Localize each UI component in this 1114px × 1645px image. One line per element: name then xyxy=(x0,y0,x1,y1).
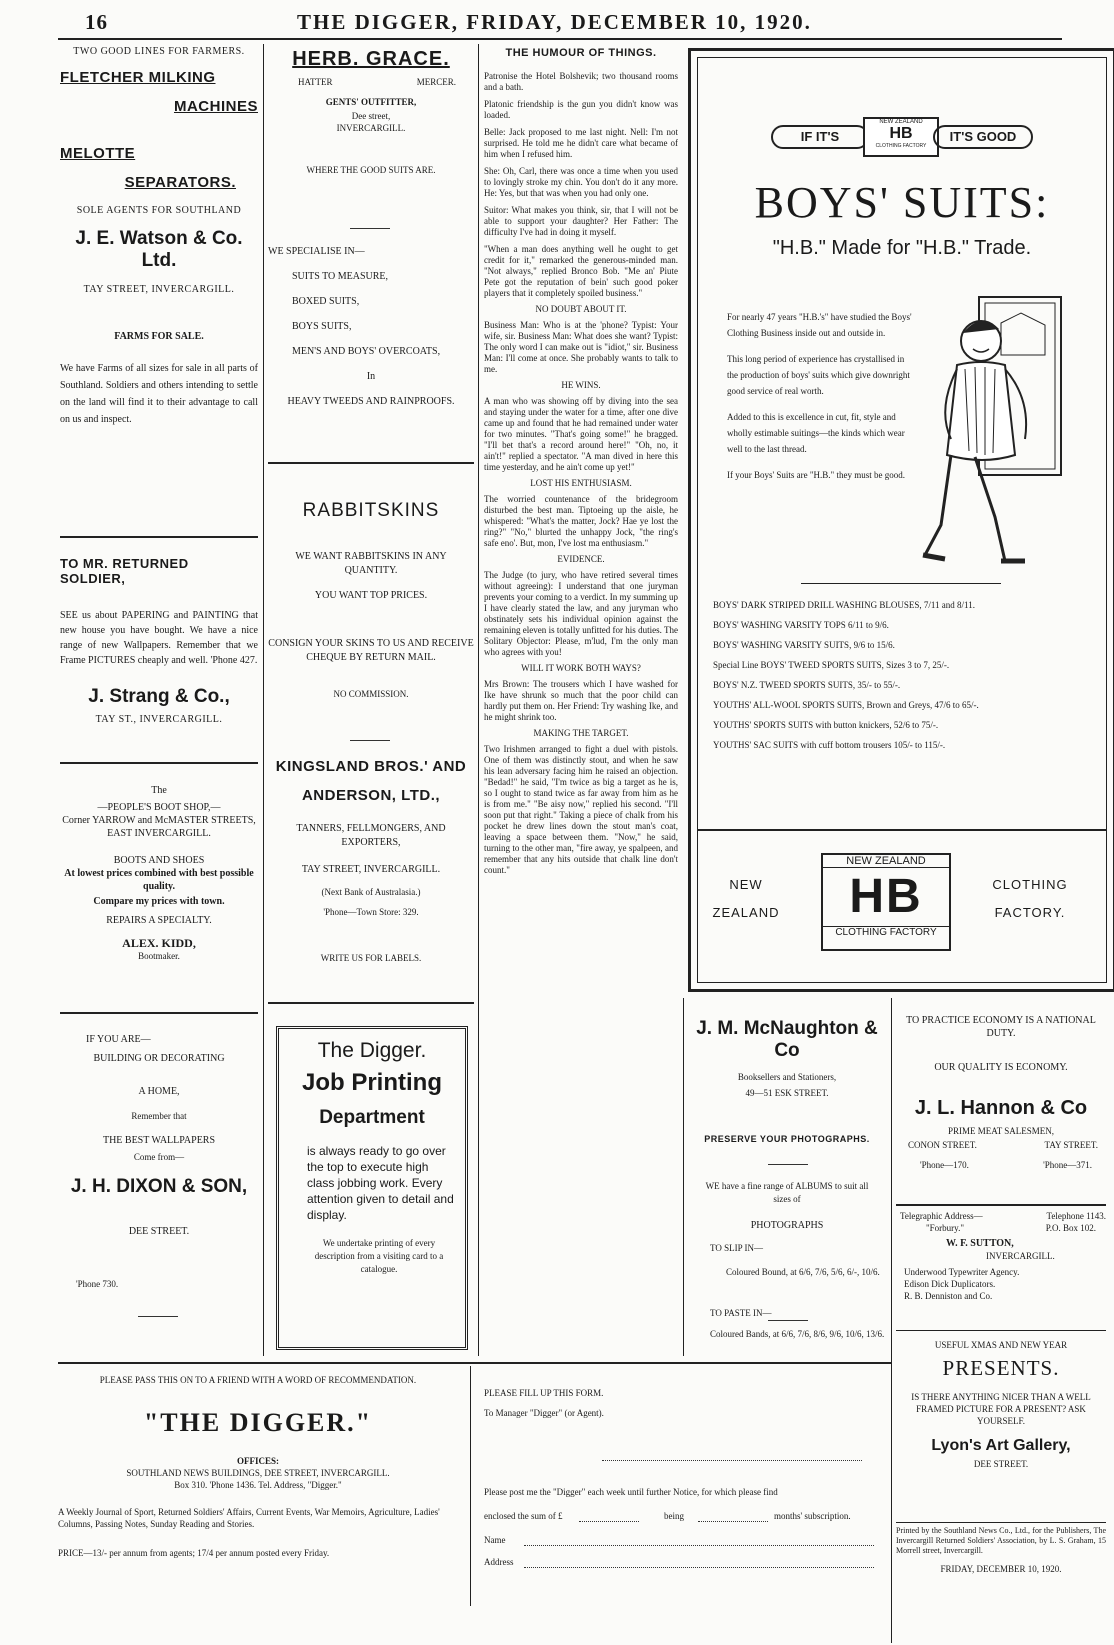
ad-rule xyxy=(896,1522,1106,1523)
ad-text: Compare my prices with town. xyxy=(93,896,225,907)
ad-text: At lowest prices combined with best possible quality. xyxy=(64,868,254,892)
ad-rule xyxy=(896,1330,1106,1331)
lyon-ad xyxy=(896,1340,1106,1469)
ad-text: REPAIRS A SPECIALTY. xyxy=(106,915,212,926)
ad-phone: 'Phone 730. xyxy=(76,1279,119,1289)
ad-text: TO PRACTICE ECONOMY IS A NATIONAL DUTY. xyxy=(906,1015,1096,1039)
ad-address: INVERCARGILL. xyxy=(986,1251,1055,1261)
ad-text: YOU WANT TOP PRICES. xyxy=(314,590,428,601)
imprint-text: Printed by the Southland News Co., Ltd., for the Publishers, The Invercargill Returned Soldiers' Association, by L. S. Graham, 15 Morrell street, Invercargill. xyxy=(896,1526,1106,1555)
ad-text: Underwood Typewriter Agency. xyxy=(904,1267,1020,1277)
form-label: Address xyxy=(484,1557,514,1567)
form-text: Please post me the "Digger" each week until further Notice, for which please find xyxy=(484,1487,778,1497)
hb-slogan xyxy=(771,117,1033,155)
job-printing-ad xyxy=(276,1026,468,1350)
form-text: months' subscription. xyxy=(774,1511,851,1521)
paragraph: Belle: Jack proposed to me last night. Nell: I'm not surprised. He told me he didn't care what became of him when I refused him. xyxy=(484,127,678,159)
ad-phone: 'Phone—170. xyxy=(920,1160,969,1170)
ad-rule xyxy=(268,462,474,464)
ad-address: (Next Bank of Australasia.) xyxy=(321,887,421,897)
ad-heading: MELOTTE xyxy=(60,145,136,162)
ad-text: WHERE THE GOOD SUITS ARE. xyxy=(306,165,436,175)
section-heading: EVIDENCE. xyxy=(557,554,605,564)
paragraph: Suitor: What makes you think, sir, that I will not be able to support your daughter? Her Father: The difficulty I've had in doing it myself. xyxy=(484,205,678,237)
ad-text: Telegraphic Address— xyxy=(900,1211,983,1221)
hannon-ad xyxy=(896,1014,1106,1172)
section-heading: HE WINS. xyxy=(561,380,601,390)
article-title: THE HUMOUR OF THINGS. xyxy=(505,47,657,59)
ad-heading: PRESERVE YOUR PHOTOGRAPHS. xyxy=(704,1134,870,1144)
ad-text: OUR QUALITY IS ECONOMY. xyxy=(934,1062,1068,1073)
ad-text: TO SLIP IN— xyxy=(710,1243,764,1253)
ad-text: PRICE—13/- per annum from agents; 17/4 per annum posted every Friday. xyxy=(58,1548,330,1558)
ad-text: BOXED SUITS, xyxy=(292,296,360,307)
page-number: 16 xyxy=(85,10,108,34)
paragraph: A man who was showing off by diving into the sea and staying under the water for a time, after one dive came up and found that he had remained under water for two minutes. "That's going some!" he bragged. "I'll bet that's a record around here!" "Oh, no, it ain't!" replied a spectator. "A man dived in here this time yesterday, and he ain't come up yet!" xyxy=(484,396,678,472)
advertiser-name: J. M. McNaughton & Co xyxy=(696,1018,878,1061)
paragraph: The Judge (to jury, who have retired several times without agreeing): I understand that one juryman prevents your coming to a verdict. In my summing up I have clearly stated the law, and any juryman who obstinately sets his individual opinion against the remaining eleven is totally unfitted for his duties. The Solitary Objector: Please, m'lud, I'm the only man who agrees with you! xyxy=(484,570,678,657)
paragraph: "When a man does anything well he ought to get credit for it," remarked the generous-minded man. "Not always," replied Bronco Bob. "Me an' Piute Pete got the reputation of bein' such good poker players that it completely spoiled business." xyxy=(484,244,678,298)
advertiser-name: W. F. SUTTON, xyxy=(946,1238,1014,1249)
column-divider xyxy=(263,44,264,1356)
imprint-date: FRIDAY, DECEMBER 10, 1920. xyxy=(940,1564,1062,1574)
ad-text: P.O. Box 102. xyxy=(1045,1223,1096,1233)
price-item: BOYS' DARK STRIPED DRILL WASHING BLOUSES, 7/11 and 8/11. xyxy=(713,600,975,610)
ad-text: BUILDING OR DECORATING xyxy=(93,1053,225,1064)
ad-text: PRIME MEAT SALESMEN, xyxy=(947,1126,1055,1136)
slogan-text: IT'S GOOD xyxy=(933,125,1033,149)
ad-heading: The Digger. xyxy=(317,1039,427,1062)
ad-rule xyxy=(60,536,258,538)
header-rule xyxy=(58,38,1062,40)
advertiser-name: ANDERSON, LTD., xyxy=(301,787,441,804)
hb-subtitle: "H.B." Made for "H.B." Trade. xyxy=(772,237,1032,259)
ad-text: GENTS' OUTFITTER, xyxy=(325,97,417,107)
price-item: BOYS' N.Z. TWEED SPORTS SUITS, 35/- to 55/-. xyxy=(713,680,901,690)
grace-specialise xyxy=(268,246,474,407)
advertiser-name: J. L. Hannon & Co xyxy=(914,1097,1088,1119)
ad-heading: PRESENTS. xyxy=(942,1356,1060,1380)
ad-text: A HOME, xyxy=(138,1086,180,1097)
ad-text: A Weekly Journal of Sport, Returned Soldiers' Affairs, Current Events, War Memoirs, Agriculture, Ladies' Columns, Passing Notes, Sunday Reading and Stories. xyxy=(58,1507,440,1529)
ad-text: PLEASE PASS THIS ON TO A FRIEND WITH A WORD OF RECOMMENDATION. xyxy=(99,1375,417,1385)
ad-rule xyxy=(896,1204,1106,1206)
ad-address: TAY STREET, INVERCARGILL. xyxy=(301,864,441,875)
ad-address: CONON STREET. xyxy=(908,1140,977,1150)
ad-heading: MACHINES xyxy=(173,98,258,115)
ad-heading: FARMS FOR SALE. xyxy=(114,331,204,342)
section-heading: NO DOUBT ABOUT IT. xyxy=(535,304,627,314)
price-item: BOYS' WASHING VARSITY TOPS 6/11 to 9/6. xyxy=(713,620,889,630)
boot-shop-ad xyxy=(60,784,258,963)
ad-text: NO COMMISSION. xyxy=(333,689,409,699)
address-field[interactable] xyxy=(524,1567,874,1568)
paragraph: Mrs Brown: The trousers which I have washed for Ike have shrunk so much that the poor child can hardly put them on. Her Friend: Try washing Ike, and he might shrink too. xyxy=(484,679,678,722)
paragraph: If your Boys' Suits are "H.B." they must be good. xyxy=(727,470,905,480)
ad-address: INVERCARGILL. xyxy=(336,123,406,133)
ad-text: Coloured Bands, at 6/6, 7/6, 8/6, 9/6, 10/6, 13/6. xyxy=(710,1329,885,1339)
ad-text: BOYS SUITS, xyxy=(292,321,352,332)
ad-address: TAY STREET. xyxy=(1044,1140,1098,1150)
rabbitskins-ad xyxy=(268,500,474,699)
ad-text: "Forbury." xyxy=(926,1223,965,1233)
form-title: PLEASE FILL UP THIS FORM. xyxy=(484,1388,604,1398)
ad-text: In xyxy=(366,371,376,382)
ad-address: 49—51 ESK STREET. xyxy=(745,1088,829,1098)
bottom-section-rule xyxy=(58,1362,891,1364)
badge-text: CLOTHING FACTORY xyxy=(875,143,927,149)
strang-ad xyxy=(60,556,258,725)
form-text: To Manager "Digger" (or Agent). xyxy=(484,1408,604,1418)
ad-heading: RABBITSKINS xyxy=(302,500,440,521)
advertiser-name: ALEX. KIDD, xyxy=(122,936,196,950)
hb-price-list xyxy=(713,599,1091,751)
ad-phone: 'Phone—Town Store: 329. xyxy=(323,907,419,917)
ad-text: CONSIGN YOUR SKINS TO US AND RECEIVE CHEQUE BY RETURN MAIL. xyxy=(268,638,474,663)
ad-phone: Box 310. 'Phone 1436. Tel. Address, "Digger." xyxy=(174,1480,342,1490)
footer-text: CLOTHING xyxy=(992,877,1068,892)
form-text: enclosed the sum of £ xyxy=(484,1511,563,1521)
column-divider xyxy=(683,998,684,1356)
section-heading: LOST HIS ENTHUSIASM. xyxy=(530,478,632,488)
ad-text: SUITS TO MEASURE, xyxy=(292,271,389,282)
advertiser-name: J. H. DIXON & SON, xyxy=(70,1176,248,1197)
paragraph: The worried countenance of the bridegroom disturbed the best man. Tiptoeing up the aisle, he whispered: "What's the matter, Jock? Hae ye lost the ring?" "No," blurted the unhappy Jock, "the ring's safe eno'. But, mon, I've lost ma enthusiasm." xyxy=(484,494,678,548)
ad-text: Booksellers and Stationers, xyxy=(737,1072,837,1082)
logo-text: NEW ZEALAND xyxy=(823,855,949,868)
ad-intro: TWO GOOD LINES FOR FARMERS. xyxy=(73,46,245,57)
form-label: Name xyxy=(484,1535,506,1545)
ad-text: We undertake printing of every description from a visiting card to a catalogue. xyxy=(314,1238,444,1274)
ad-address: Dee street, xyxy=(351,111,391,121)
ad-text: WE WANT RABBITSKINS IN ANY QUANTITY. xyxy=(295,551,447,576)
paragraph: She: Oh, Carl, there was once a time when you used to lovingly stroke my chin. You don't do it any more. He: Yes, but that was when you had only one. xyxy=(484,166,678,198)
ad-address: DEE STREET. xyxy=(128,1226,190,1237)
ad-heading: Job Printing xyxy=(302,1069,442,1096)
ad-text: PHOTOGRAPHS xyxy=(750,1220,824,1231)
ad-rule xyxy=(268,1002,474,1004)
printer-imprint xyxy=(896,1526,1106,1574)
advertiser-name: —PEOPLE'S BOOT SHOP,— xyxy=(97,802,221,813)
hb-badge xyxy=(863,117,939,157)
form-text: being xyxy=(664,1511,684,1521)
ad-address: SOUTHLAND NEWS BUILDINGS, DEE STREET, INVERCARGILL. xyxy=(126,1468,390,1478)
amount-field[interactable] xyxy=(579,1521,639,1522)
ad-text: WRITE US FOR LABELS. xyxy=(320,953,422,963)
hb-logo xyxy=(821,853,951,951)
ad-text: BOOTS AND SHOES xyxy=(113,855,205,866)
advertiser-name: Lyon's Art Gallery, xyxy=(931,1437,1071,1454)
ad-heading: "THE DIGGER." xyxy=(143,1408,373,1437)
paragraph: For nearly 47 years "H.B.'s" have studied the Boys' Clothing Business inside out and outside in. xyxy=(727,312,912,338)
ad-text: The xyxy=(151,785,167,796)
hb-footer xyxy=(691,837,1113,977)
paragraph: This long period of experience has crystallised in the production of boys' suits which give downright good service of real worth. xyxy=(727,354,910,396)
ad-rule xyxy=(60,1012,258,1014)
paragraph: Business Man: Who is at the 'phone? Typist: Your wife, sir. Business Man: What does she want? Typist: The only word I can make out is "idiot," sir. Business Man: I'll come at once. She probably wants to talk to me. xyxy=(484,320,678,374)
price-item: Special Line BOYS' TWEED SPORTS SUITS, Sizes 3 to 7, 25/-. xyxy=(713,660,950,670)
price-item: BOYS' WASHING VARSITY SUITS, 9/6 to 15/6. xyxy=(713,640,895,650)
ad-heading: Department xyxy=(319,1107,425,1128)
ad-text: MEN'S AND BOYS' OVERCOATS, xyxy=(292,346,441,357)
ad-text: Remember that xyxy=(131,1111,187,1121)
section-heading: WILL IT WORK BOTH WAYS? xyxy=(521,663,641,673)
kingsland-ad xyxy=(268,758,474,963)
price-item: YOUTHS' SAC SUITS with cuff bottom trousers 105/- to 115/-. xyxy=(713,740,946,750)
sutton-ad xyxy=(896,1210,1106,1302)
ad-text: HATTER xyxy=(298,77,333,87)
grace-ad xyxy=(268,48,474,175)
ad-text: HEAVY TWEEDS AND RAINPROOFS. xyxy=(287,396,455,407)
ad-rule xyxy=(60,762,258,764)
ad-heading: SEPARATORS. xyxy=(124,174,236,191)
page-title: THE DIGGER, FRIDAY, DECEMBER 10, 1920. xyxy=(297,10,812,34)
ad-text: We have Farms of all sizes for sale in all parts of Southland. Soldiers and others intending to settle on the land will find it to their advantage to call on us and inspect. xyxy=(60,363,258,425)
form-blank-line[interactable] xyxy=(602,1448,862,1461)
hb-title: BOYS' SUITS: xyxy=(754,178,1050,227)
ad-text: Come from— xyxy=(133,1152,185,1162)
advertiser-name: J. E. Watson & Co. Ltd. xyxy=(75,228,243,271)
ad-text: TANNERS, FELLMONGERS, AND EXPORTERS, xyxy=(296,823,446,848)
paragraph: Patronise the Hotel Bolshevik; two thousand rooms and a bath. xyxy=(484,71,678,92)
name-field[interactable] xyxy=(524,1545,874,1546)
column-divider xyxy=(470,1366,471,1606)
ad-heading: TO MR. RETURNED SOLDIER, xyxy=(60,556,189,586)
months-field[interactable] xyxy=(698,1521,768,1522)
ad-text: WE SPECIALISE IN— xyxy=(268,246,365,257)
paragraph: Added to this is excellence in cut, fit, style and wholly estimable suitings—the kinds which wear well to the last thread. xyxy=(727,412,905,454)
humour-column xyxy=(484,48,678,876)
ad-text: Coloured Bound, at 6/6, 7/6, 5/6, 6/-, 10/6. xyxy=(726,1267,880,1277)
ad-text: OFFICES: xyxy=(236,1456,279,1466)
ad-text: R. B. Denniston and Co. xyxy=(904,1291,993,1301)
dixon-ad xyxy=(60,1034,258,1289)
section-heading: MAKING THE TARGET. xyxy=(533,728,629,738)
price-item: YOUTHS' SPORTS SUITS with button knickers, 52/6 to 75/-. xyxy=(713,720,939,730)
logo-text: CLOTHING FACTORY xyxy=(823,926,949,938)
ad-address: DEE STREET. xyxy=(973,1459,1029,1469)
boy-illustration-icon xyxy=(917,283,1077,603)
ad-heading: FLETCHER MILKING xyxy=(60,69,216,86)
ad-text: WE have a fine range of ALBUMS to suit all sizes of xyxy=(705,1181,869,1204)
ad-text: Edison Dick Duplicators. xyxy=(904,1279,996,1289)
column-divider xyxy=(478,44,479,1356)
column-divider xyxy=(891,998,892,1643)
ad-text: MERCER. xyxy=(416,77,456,87)
footer-text: FACTORY. xyxy=(994,905,1066,920)
advertiser-name: HERB. GRACE. xyxy=(292,48,450,70)
ad-text: SOLE AGENTS FOR SOUTHLAND xyxy=(76,205,242,216)
slogan-text: IF IT'S xyxy=(771,125,869,149)
ad-text: TO PASTE IN— xyxy=(710,1308,772,1318)
digger-subscription-ad xyxy=(58,1374,458,1558)
hb-logo-letters: HB xyxy=(889,125,913,142)
paragraph: Two Irishmen arranged to fight a duel with pistols. One of them was distinctly stout, and when he saw his lean adversary facing him he raised an objection. "Bedad!" he said, "I'm twice as big a target as he is, so I ought to stand twice as far away from him as he is from me." "Be aisy now," replied his second. "I'll soon put that right." Taking a piece of chalk from his pocket he drew lines down the stout man's coat, leaving a space between them. "Now," he said, turning to the other man, "fire away, ye spalpeen, and remember that any hits outside that chalk line don't count." xyxy=(484,744,678,875)
ad-text: USEFUL XMAS AND NEW YEAR xyxy=(934,1340,1068,1350)
footer-text: NEW xyxy=(729,877,763,892)
hb-boys-suits-ad xyxy=(688,48,1114,992)
ad-phone: Telephone 1143. xyxy=(1046,1211,1106,1221)
advertiser-name: J. Strang & Co., xyxy=(88,686,230,707)
ad-address: Corner YARROW and McMASTER STREETS, xyxy=(62,815,256,826)
badge-text: NEW ZEALAND xyxy=(879,119,923,125)
mcnaughton-ad xyxy=(686,1018,888,1341)
paragraph: Platonic friendship is the gun you didn't know was loaded. xyxy=(484,99,678,120)
ad-text: IF YOU ARE— xyxy=(86,1034,151,1045)
ad-text: is always ready to go over the top to execute high class jobbing work. Every attention given to detail and display. xyxy=(307,1144,454,1222)
ad-address: EAST INVERCARGILL. xyxy=(107,828,211,839)
ad-text: SEE us about PAPERING and PAINTING that new house you have bought. We have a nice range of new Wallpapers. Remember that we Frame PICTURES cheaply and well. 'Phone 427. xyxy=(60,610,258,666)
price-item: YOUTHS' ALL-WOOL SPORTS SUITS, Brown and Greys, 47/6 to 65/-. xyxy=(713,700,979,710)
ad-address: TAY STREET, INVERCARGILL. xyxy=(83,284,235,295)
fletcher-ad xyxy=(60,46,258,428)
subscription-form xyxy=(484,1388,886,1571)
ad-phone: 'Phone—371. xyxy=(1043,1160,1092,1170)
ad-text: Bootmaker. xyxy=(138,951,180,961)
ad-text: IS THERE ANYTHING NICER THAN A WELL FRAMED PICTURE FOR A PRESENT? ASK YOURSELF. xyxy=(911,1392,1091,1426)
footer-text: ZEALAND xyxy=(712,905,780,920)
hb-body xyxy=(727,309,913,483)
ad-address: TAY ST., INVERCARGILL. xyxy=(95,714,223,725)
hb-logo-letters: HB xyxy=(849,870,923,923)
advertiser-name: KINGSLAND BROS.' AND xyxy=(275,758,467,775)
ad-text: THE BEST WALLPAPERS xyxy=(102,1135,216,1146)
